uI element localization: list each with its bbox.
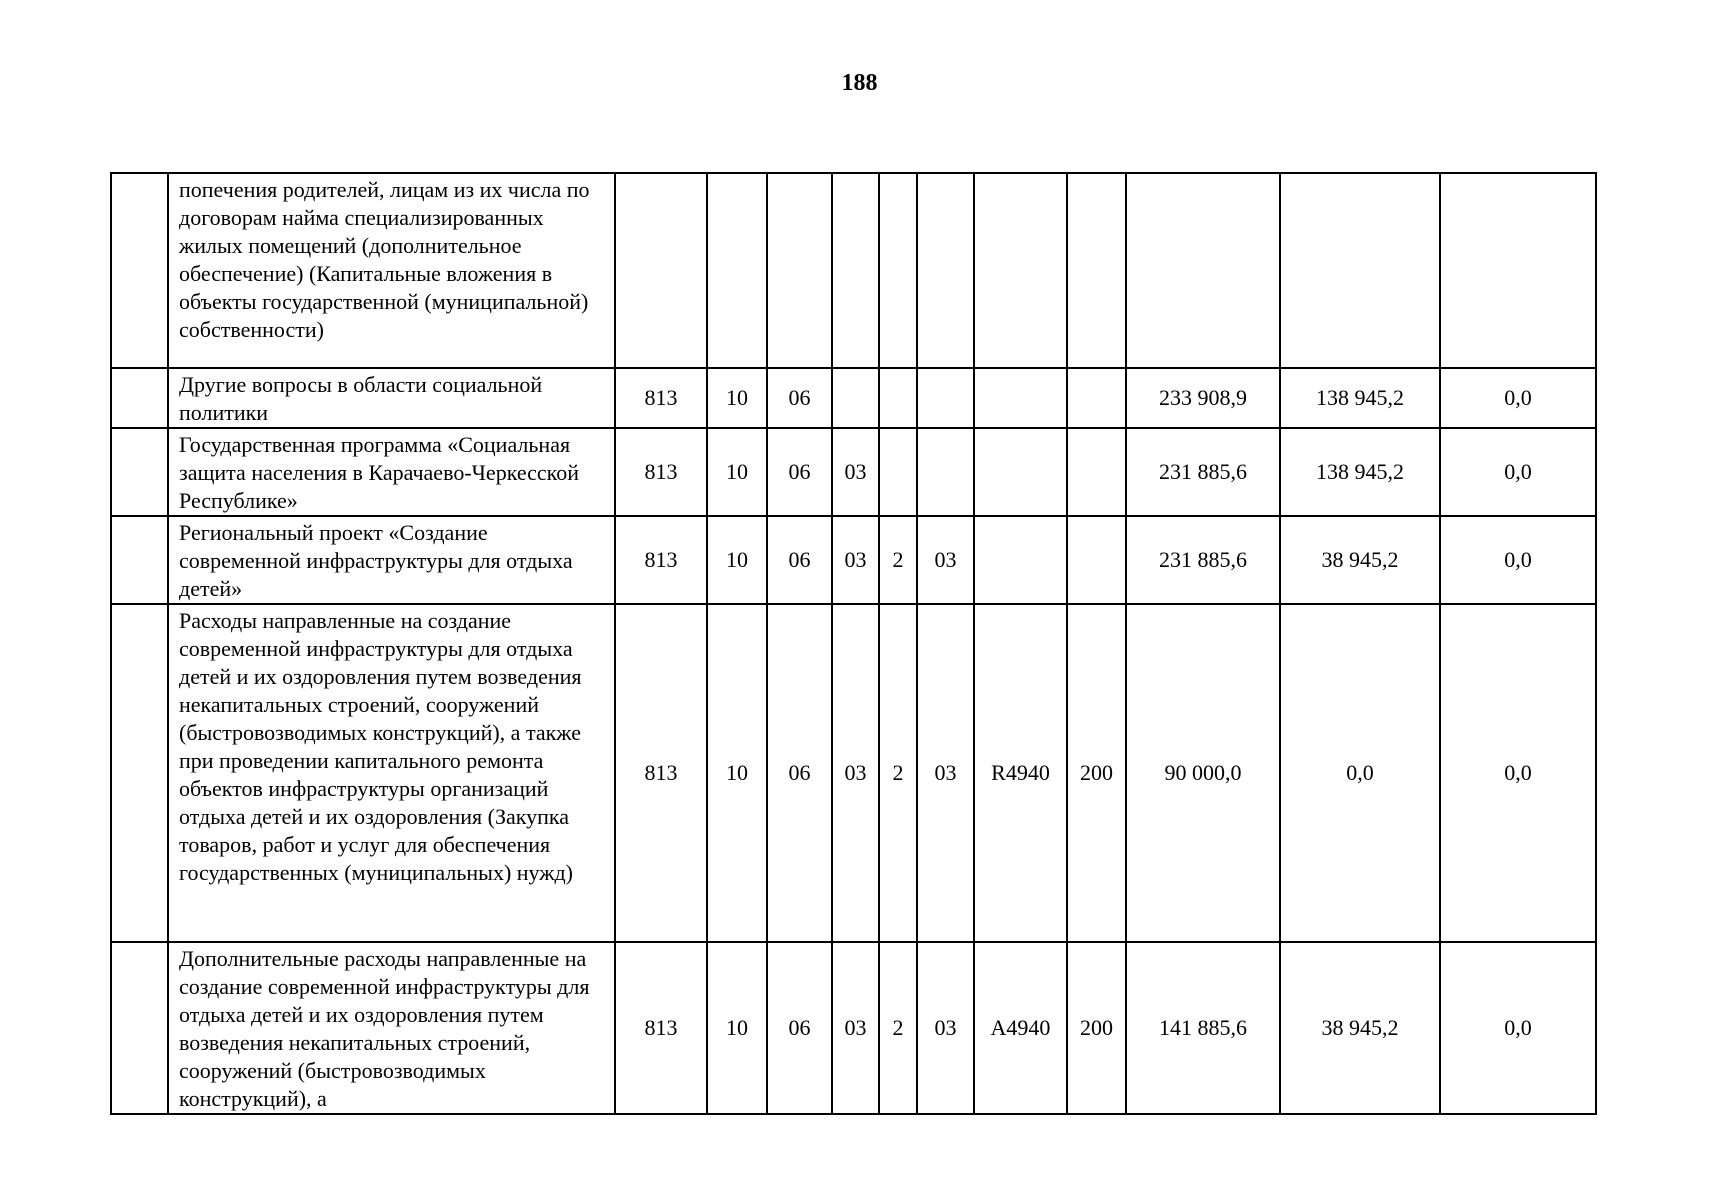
name-cell: Расходы направленные на создание современной инфраструктуры для отдыха детей и их оздоровления путем возведения некапитальных строений, сооружений (быстровозводимых конструкций), а также при проведении капитального ремонта объектов инфраструктуры организаций отдыха детей и их оздоровления (Закупка товаров, работ и услуг для обеспечения государственных (муниципальных) нужд) (168, 604, 615, 942)
ved-cell: 813 (615, 428, 707, 516)
rz-cell: 10 (707, 516, 767, 604)
subprogram-cell (879, 428, 917, 516)
expense-type-cell (1067, 516, 1126, 604)
ved-cell: 813 (615, 604, 707, 942)
subprogram-cell (879, 173, 917, 368)
project-cell: 03 (917, 516, 974, 604)
name-cell: Другие вопросы в области социальной политики (168, 368, 615, 428)
project-cell (917, 173, 974, 368)
project-cell (917, 428, 974, 516)
ved-cell (615, 173, 707, 368)
number-cell (111, 516, 168, 604)
sum-3-cell: 0,0 (1440, 604, 1596, 942)
page-number: 188 (841, 70, 878, 96)
sum-2-cell: 138 945,2 (1280, 368, 1440, 428)
sum-1-cell: 231 885,6 (1126, 516, 1280, 604)
table-row (111, 604, 1596, 942)
sum-1-cell: 233 908,9 (1126, 368, 1280, 428)
rz-cell: 10 (707, 604, 767, 942)
table-row (111, 173, 1596, 368)
sum-3-cell: 0,0 (1440, 942, 1596, 1114)
direction-cell (974, 173, 1067, 368)
sum-2-cell: 0,0 (1280, 604, 1440, 942)
direction-cell (974, 516, 1067, 604)
table-row (111, 368, 1596, 428)
rz-cell: 10 (707, 368, 767, 428)
sum-3-cell: 0,0 (1440, 516, 1596, 604)
program-cell: 03 (832, 942, 879, 1114)
program-cell: 03 (832, 516, 879, 604)
number-cell (111, 428, 168, 516)
direction-cell: R4940 (974, 604, 1067, 942)
number-cell (111, 173, 168, 368)
sum-3-cell: 0,0 (1440, 368, 1596, 428)
sum-1-cell: 231 885,6 (1126, 428, 1280, 516)
expense-type-cell: 200 (1067, 942, 1126, 1114)
direction-cell (974, 428, 1067, 516)
name-cell: Региональный проект «Создание современной инфраструктуры для отдыха детей» (168, 516, 615, 604)
subprogram-cell (879, 368, 917, 428)
sum-3-cell (1440, 173, 1596, 368)
expense-type-cell (1067, 368, 1126, 428)
sum-3-cell: 0,0 (1440, 428, 1596, 516)
project-cell (917, 368, 974, 428)
pr-cell: 06 (767, 428, 832, 516)
rz-cell (707, 173, 767, 368)
name-cell: Дополнительные расходы направленные на создание современной инфраструктуры для отдыха детей и их оздоровления путем возведения некапитальных строений, сооружений (быстровозводимых конструкций), а (168, 942, 615, 1114)
subprogram-cell: 2 (879, 604, 917, 942)
subprogram-cell: 2 (879, 942, 917, 1114)
number-cell (111, 942, 168, 1114)
name-cell: Государственная программа «Социальная защита населения в Карачаево-Черкесской Республике» (168, 428, 615, 516)
ved-cell: 813 (615, 368, 707, 428)
ved-cell: 813 (615, 516, 707, 604)
expense-type-cell: 200 (1067, 604, 1126, 942)
sum-2-cell (1280, 173, 1440, 368)
pr-cell: 06 (767, 516, 832, 604)
direction-cell: A4940 (974, 942, 1067, 1114)
expense-type-cell (1067, 428, 1126, 516)
subprogram-cell: 2 (879, 516, 917, 604)
name-cell: попечения родителей, лицам из их числа по договорам найма специализированных жилых помещений (дополнительное обеспечение) (Капитальные вложения в объекты государственной (муниципальной) собственности) (168, 173, 615, 368)
project-cell: 03 (917, 942, 974, 1114)
number-cell (111, 604, 168, 942)
table-row (111, 942, 1596, 1114)
program-cell (832, 173, 879, 368)
sum-1-cell: 90 000,0 (1126, 604, 1280, 942)
project-cell: 03 (917, 604, 974, 942)
expense-type-cell (1067, 173, 1126, 368)
sum-2-cell: 138 945,2 (1280, 428, 1440, 516)
rz-cell: 10 (707, 942, 767, 1114)
budget-table (110, 172, 1597, 1115)
program-cell: 03 (832, 604, 879, 942)
rz-cell: 10 (707, 428, 767, 516)
pr-cell: 06 (767, 942, 832, 1114)
number-cell (111, 368, 168, 428)
program-cell: 03 (832, 428, 879, 516)
program-cell (832, 368, 879, 428)
pr-cell (767, 173, 832, 368)
sum-2-cell: 38 945,2 (1280, 942, 1440, 1114)
table-row (111, 516, 1596, 604)
sum-1-cell: 141 885,6 (1126, 942, 1280, 1114)
ved-cell: 813 (615, 942, 707, 1114)
pr-cell: 06 (767, 604, 832, 942)
pr-cell: 06 (767, 368, 832, 428)
table-row (111, 428, 1596, 516)
direction-cell (974, 368, 1067, 428)
sum-1-cell (1126, 173, 1280, 368)
sum-2-cell: 38 945,2 (1280, 516, 1440, 604)
